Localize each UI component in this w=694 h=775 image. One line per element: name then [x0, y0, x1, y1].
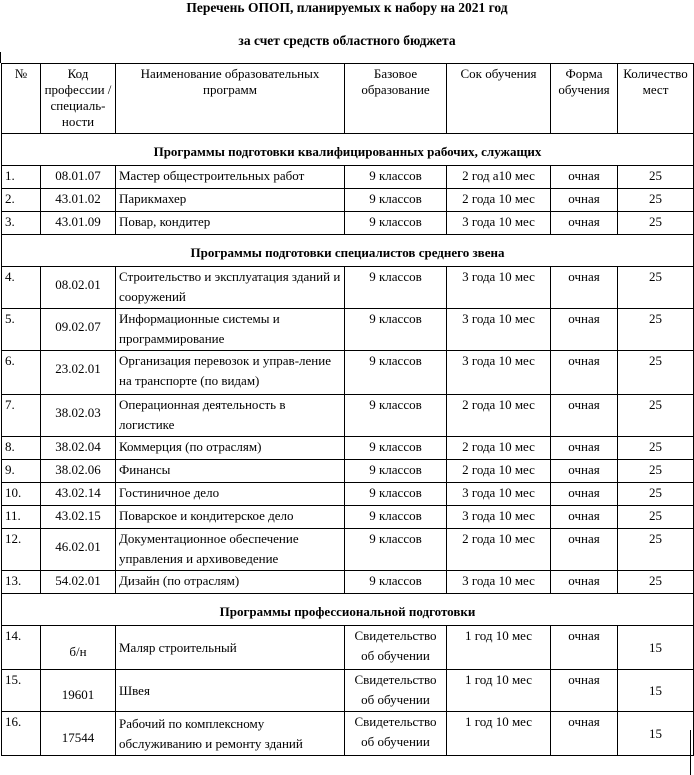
cell-term: 3 года 10 мес [447, 483, 551, 506]
cell-num: 1. [2, 166, 41, 189]
cell-name: Документационное обеспечение управления и архивоведение [116, 529, 345, 571]
programs-table [1, 63, 694, 756]
table-row [2, 506, 694, 529]
table-row [2, 267, 694, 309]
cell-form: очная [551, 351, 618, 395]
table-row [2, 626, 694, 670]
table-header-row [2, 64, 694, 134]
cell-form: очная [551, 189, 618, 212]
cell-base: 9 классов [345, 506, 447, 529]
cell-code: 43.01.02 [41, 189, 116, 212]
cell-term: 3 года 10 мес [447, 351, 551, 395]
cell-base: 9 классов [345, 571, 447, 594]
cell-count: 25 [618, 529, 694, 571]
cell-count: 25 [618, 460, 694, 483]
cell-num: 5. [2, 309, 41, 351]
table-row [2, 571, 694, 594]
cell-code: 43.01.09 [41, 212, 116, 235]
cell-term: 2 года 10 мес [447, 189, 551, 212]
cell-term: 1 год 10 мес [447, 670, 551, 712]
cell-base: 9 классов [345, 166, 447, 189]
cell-name: Поварское и кондитерское дело [116, 506, 345, 529]
cell-base: 9 классов [345, 529, 447, 571]
cell-base: 9 классов [345, 483, 447, 506]
section-row [2, 134, 694, 166]
cell-num: 3. [2, 212, 41, 235]
cell-form: очная [551, 309, 618, 351]
cell-form: очная [551, 670, 618, 712]
header-base: Базовое образование [345, 64, 447, 134]
table-row [2, 437, 694, 460]
cell-count: 15 [618, 712, 694, 756]
cell-form: очная [551, 460, 618, 483]
cell-name: Операционная деятельность в логистике [116, 395, 345, 437]
cell-count: 25 [618, 309, 694, 351]
cell-base: 9 классов [345, 460, 447, 483]
cell-code: 38.02.04 [41, 437, 116, 460]
header-name: Наименование образовательных программ [116, 64, 345, 134]
cell-count: 25 [618, 437, 694, 460]
cell-count: 25 [618, 571, 694, 594]
cell-base: 9 классов [345, 309, 447, 351]
cell-form: очная [551, 437, 618, 460]
section-title: Программы профессиональной подготовки [2, 594, 694, 626]
cell-base: Свидетельство об обучении [345, 712, 447, 756]
cell-count: 15 [618, 670, 694, 712]
cell-term: 2 года 10 мес [447, 395, 551, 437]
cell-term: 2 года 10 мес [447, 437, 551, 460]
cell-form: очная [551, 267, 618, 309]
cell-name: Парикмахер [116, 189, 345, 212]
cell-count: 25 [618, 483, 694, 506]
cell-code: 23.02.01 [41, 351, 116, 395]
table-row [2, 460, 694, 483]
cell-num: 4. [2, 267, 41, 309]
cell-count: 25 [618, 506, 694, 529]
cell-term: 2 года 10 мес [447, 529, 551, 571]
cell-count: 25 [618, 189, 694, 212]
cell-count: 25 [618, 351, 694, 395]
cell-form: очная [551, 529, 618, 571]
cell-count: 25 [618, 212, 694, 235]
cell-count: 25 [618, 395, 694, 437]
cell-num: 14. [2, 626, 41, 670]
cell-form: очная [551, 571, 618, 594]
cell-code: 46.02.01 [41, 529, 116, 571]
table-row [2, 189, 694, 212]
header-term: Сок обучения [447, 64, 551, 134]
cell-count: 25 [618, 267, 694, 309]
table-row [2, 670, 694, 712]
cell-term: 3 года 10 мес [447, 506, 551, 529]
cell-num: 7. [2, 395, 41, 437]
cell-term: 3 года 10 мес [447, 309, 551, 351]
cell-name: Информационные системы и программирование [116, 309, 345, 351]
header-count: Количество мест [618, 64, 694, 134]
cell-code: 38.02.03 [41, 395, 116, 437]
table-row [2, 529, 694, 571]
header-code: Код профессии /специаль-ности [41, 64, 116, 134]
cell-code: 19601 [41, 670, 116, 712]
table-row [2, 351, 694, 395]
cell-code: б/н [41, 626, 116, 670]
cell-num: 12. [2, 529, 41, 571]
section-row [2, 594, 694, 626]
cell-count: 25 [618, 166, 694, 189]
cell-name: Коммерция (по отраслям) [116, 437, 345, 460]
cell-num: 13. [2, 571, 41, 594]
cell-name: Рабочий по комплексному обслуживанию и ремонту зданий [116, 712, 345, 756]
cell-form: очная [551, 212, 618, 235]
cell-form: очная [551, 626, 618, 670]
document-subtitle: за счет средств областного бюджета [238, 33, 456, 48]
table-row [2, 212, 694, 235]
cell-num: 2. [2, 189, 41, 212]
cell-num: 11. [2, 506, 41, 529]
cell-name: Швея [116, 670, 345, 712]
cell-term: 3 года 10 мес [447, 267, 551, 309]
cell-name: Мастер общестроительных работ [116, 166, 345, 189]
cell-name: Маляр строительный [116, 626, 345, 670]
table-row [2, 309, 694, 351]
cell-term: 3 года 10 мес [447, 571, 551, 594]
cell-num: 15. [2, 670, 41, 712]
cell-form: очная [551, 483, 618, 506]
cell-base: 9 классов [345, 212, 447, 235]
cell-base: 9 классов [345, 267, 447, 309]
cell-term: 1 год 10 мес [447, 626, 551, 670]
cell-name: Строительство и эксплуатация зданий и сооружений [116, 267, 345, 309]
cell-name: Дизайн (по отраслям) [116, 571, 345, 594]
cell-count: 15 [618, 626, 694, 670]
cell-code: 17544 [41, 712, 116, 756]
cell-code: 43.02.14 [41, 483, 116, 506]
table-row [2, 166, 694, 189]
section-row [2, 235, 694, 267]
cell-num: 16. [2, 712, 41, 756]
section-title: Программы подготовки специалистов среднего звена [2, 235, 694, 267]
cell-num: 10. [2, 483, 41, 506]
table-body [2, 134, 694, 756]
cell-code: 38.02.06 [41, 460, 116, 483]
document-title: Перечень ОПОП, планируемых к набору на 2021 год [186, 0, 508, 15]
cell-num: 8. [2, 437, 41, 460]
cell-name: Финансы [116, 460, 345, 483]
cell-term: 1 год 10 мес [447, 712, 551, 756]
table-row [2, 483, 694, 506]
cell-form: очная [551, 712, 618, 756]
cell-base: Свидетельство об обучении [345, 626, 447, 670]
table-row [2, 395, 694, 437]
cell-term: 3 года 10 мес [447, 212, 551, 235]
left-margin-rule [0, 52, 1, 63]
cell-form: очная [551, 395, 618, 437]
cell-base: Свидетельство об обучении [345, 670, 447, 712]
cell-base: 9 классов [345, 189, 447, 212]
cell-base: 9 классов [345, 395, 447, 437]
cell-term: 2 год а10 мес [447, 166, 551, 189]
cell-form: очная [551, 506, 618, 529]
cell-code: 54.02.01 [41, 571, 116, 594]
cell-code: 08.02.01 [41, 267, 116, 309]
cell-term: 2 года 10 мес [447, 460, 551, 483]
cell-name: Повар, кондитер [116, 212, 345, 235]
section-title: Программы подготовки квалифицированных рабочих, служащих [2, 134, 694, 166]
cell-code: 08.01.07 [41, 166, 116, 189]
header-form: Форма обучения [551, 64, 618, 134]
header-num: № [2, 64, 41, 134]
cell-form: очная [551, 166, 618, 189]
cell-base: 9 классов [345, 437, 447, 460]
cell-code: 09.02.07 [41, 309, 116, 351]
cell-code: 43.02.15 [41, 506, 116, 529]
cell-name: Организация перевозок и управ-ление на транспорте (по видам) [116, 351, 345, 395]
table-row [2, 712, 694, 756]
cell-num: 6. [2, 351, 41, 395]
cell-name: Гостиничное дело [116, 483, 345, 506]
cell-num: 9. [2, 460, 41, 483]
cell-base: 9 классов [345, 351, 447, 395]
